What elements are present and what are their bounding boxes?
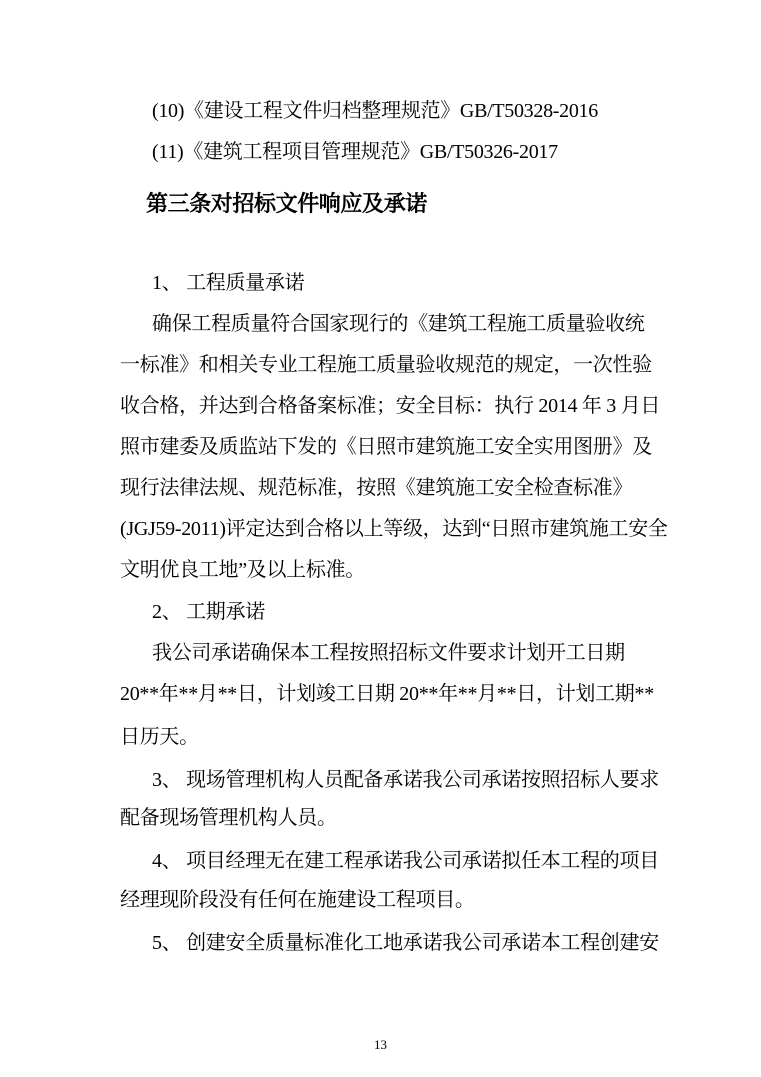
reference-item: (10)《建设工程文件归档整理规范》GB/T50328-2016 <box>152 100 598 122</box>
body-line: 5、 创建安全质量标准化工地承诺我公司承诺本工程创建安 <box>152 932 659 954</box>
page-number: 13 <box>374 1037 387 1052</box>
body-line: 现行法律法规、规范标准，按照《建筑施工安全检查标准》 <box>120 477 633 499</box>
body-line: 照市建委及质监站下发的《日照市建筑施工安全实用图册》及 <box>120 436 652 458</box>
body-line: 确保工程质量符合国家现行的《建筑工程施工质量验收统 <box>152 313 645 335</box>
body-line: 我公司承诺确保本工程按照招标文件要求计划开工日期 <box>152 642 625 664</box>
body-line: 一标准》和相关专业工程施工质量验收规范的规定，一次性验 <box>120 354 652 376</box>
body-line: 收合格，并达到合格备案标准；安全目标：执行 2014 年 3 月日 <box>120 395 661 417</box>
reference-item: (11)《建筑工程项目管理规范》GB/T50326-2017 <box>152 141 558 163</box>
body-line: 3、 现场管理机构人员配备承诺我公司承诺按照招标人要求 <box>152 769 659 791</box>
body-line: 2、 工期承诺 <box>152 601 265 623</box>
body-line: (JGJ59-2011)评定达到合格以上等级，达到“日照市建筑施工安全 <box>120 518 668 540</box>
body-line: 经理现阶段没有任何在施建设工程项目。 <box>120 889 475 911</box>
body-line: 1、 工程质量承诺 <box>152 272 305 294</box>
body-line: 配备现场管理机构人员。 <box>120 807 337 829</box>
body-line: 20**年**月**日，计划竣工日期 20**年**月**日，计划工期** <box>120 683 654 705</box>
body-line: 文明优良工地”及以上标准。 <box>120 559 365 581</box>
section-heading: 第三条对招标文件响应及承诺 <box>146 191 427 216</box>
body-line: 4、 项目经理无在建工程承诺我公司承诺拟任本工程的项目 <box>152 850 659 872</box>
body-line: 日历天。 <box>120 726 199 748</box>
